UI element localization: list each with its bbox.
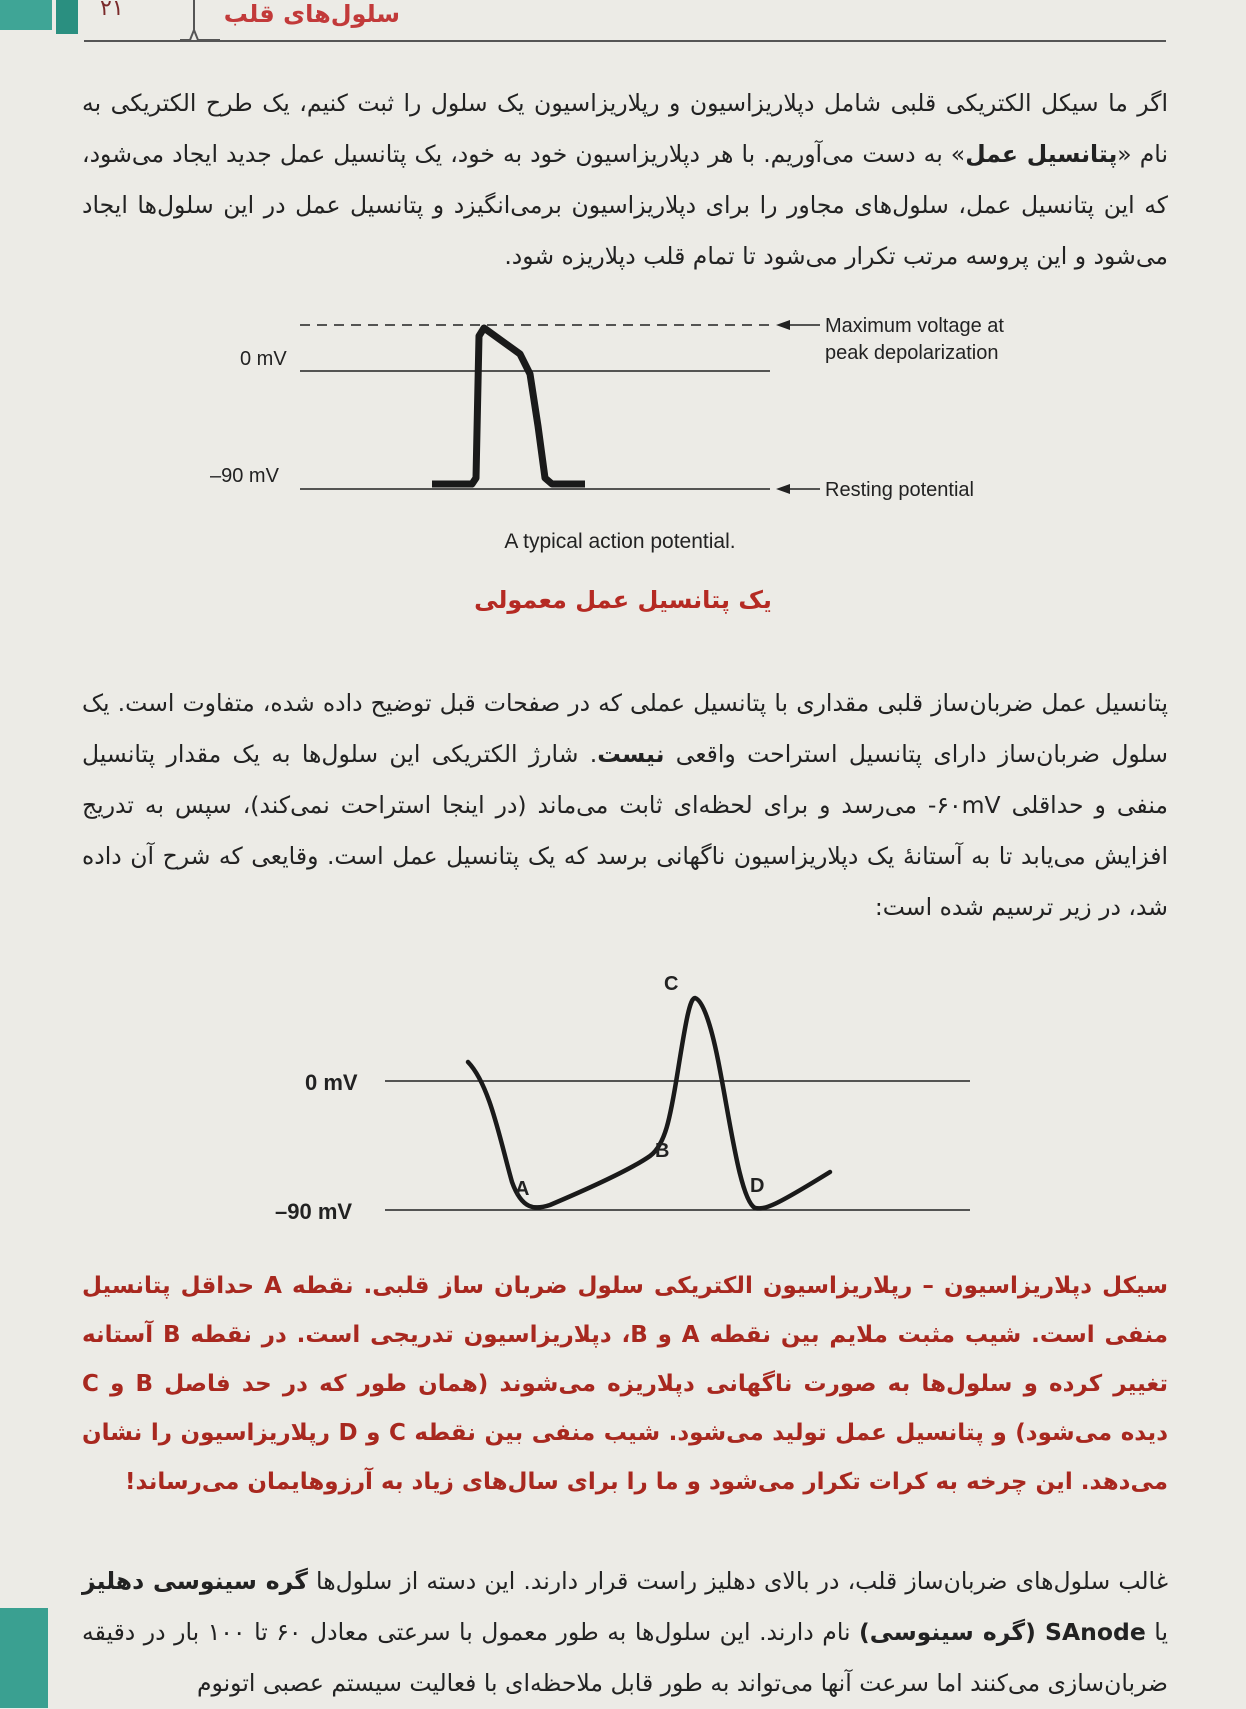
- label-minus90mv: –90 mV: [275, 1199, 353, 1224]
- bold-term: پتانسیل عمل: [965, 140, 1118, 168]
- paragraph-text: غالب سلول‌های ضربان‌ساز قلب، در بالای دهلیز راست قرار دارند. این دسته از سلول‌ها: [307, 1567, 1169, 1595]
- point-b-label: B: [655, 1140, 670, 1162]
- bold-term: گره سینوسی دهلیز: [82, 1567, 308, 1595]
- label-minus90mv: –90 mV: [210, 465, 279, 487]
- paragraph-text: یا: [1145, 1618, 1169, 1646]
- paragraph-intro: [82, 78, 1168, 282]
- point-a-label: A: [515, 1178, 530, 1200]
- label-0mv: 0 mV: [240, 348, 287, 370]
- pacemaker-caption: سیکل دپلاریزاسیون – رپلاریزاسیون الکتریکی سلول ضربان ساز قلبی. نقطه A حداقل پتانسیل منفی است. شیب مثبت ملایم بین نقطه A و B، دپلاریزاسیون تدریجی است. در نقطه B آستانه تغییر کرده و سلول‌ها به صورت ناگهانی دپلاریزه می‌شوند (همان طور که در حد فاصل B و C دیده می‌شود) و پتانسیل عمل تولید می‌شود. شیب منفی بین نقطه C و D رپلاریزاسیون را نشان می‌دهد. این چرخه به کرات تکرار می‌شود و ما را برای سال‌های زیاد به آرزوهایمان می‌رساند!: [82, 1273, 1168, 1495]
- label-0mv: 0 mV: [305, 1070, 358, 1095]
- figure-caption-fa: یک پتانسیل عمل معمولی: [474, 586, 772, 614]
- paragraph-text: اگر ما سیکل الکتریکی قلبی شامل دپلاریزاسیون و رپلاریزاسیون یک سلول را ثبت کنیم، یک طرح الکتریکی به نام «: [82, 89, 1168, 168]
- figure-caption-en: A typical action potential.: [504, 530, 736, 553]
- paragraph-text: پتانسیل عمل ضربان‌ساز قلبی مقداری با پتانسیل عملی که در صفحات قبل توضیح داده شده، متفاوت است. یک سلول ضربان‌ساز دارای پتانسیل استراحت واقعی: [82, 689, 1169, 768]
- header-divider: [84, 40, 1166, 42]
- page-edge-strip: [56, 0, 78, 34]
- action-potential-waveform: [432, 328, 585, 484]
- paragraph-sa-node: [82, 1556, 1168, 1709]
- action-potential-figure: [200, 306, 1060, 556]
- arrow-head-max: [776, 320, 790, 330]
- point-c-label: C: [664, 973, 679, 995]
- pacemaker-waveform: [468, 998, 830, 1208]
- annotation-max-line2: peak depolarization: [825, 342, 999, 364]
- paragraph-text: نام دارند. این سلول‌ها به طور معمول با سرعتی معادل ۶۰ تا ۱۰۰ بار در دقیقه ضربان‌سازی می‌کنند اما سرعت آنها می‌تواند به طور قابل ملاحظه‌ای با فعالیت سیستم عصبی اتونوم: [82, 1618, 1168, 1697]
- pacemaker-potential-figure: [250, 960, 990, 1230]
- bold-term: نیست: [597, 740, 665, 768]
- bold-term: SAnode (گره سینوسی): [859, 1618, 1146, 1646]
- chapter-title: سلول‌های قلب: [223, 0, 400, 28]
- annotation-max-line1: Maximum voltage at: [825, 315, 1004, 337]
- paragraph-text: » به دست می‌آوریم. با هر دپلاریزاسیون خود به خود، یک پتانسیل عمل جدید ایجاد می‌شود، که این پتانسیل عمل، سلول‌های مجاور را برای دپلاریزاسیون برمی‌انگیزد و پتانسیل عمل در این سلول‌ها ایجاد می‌شود و این پروسه مرتب تکرار می‌شود تا تمام قلب دپلاریزه شود.: [82, 140, 1168, 270]
- page-edge-tab: [0, 0, 52, 30]
- paragraph-text: . شارژ الکتریکی این سلول‌ها به یک مقدار پتانسیل منفی و حداقلی ۶۰mV- می‌رسد و برای لحظه‌ای ثابت می‌ماند (در اینجا استراحت نمی‌کند)، سپس به تدریج افزایش می‌یابد تا به آستانهٔ یک دپلاریزاسیون ناگهانی برسد که یک پتانسیل عمل است. وقایعی که شرح آن داده شد، در زیر ترسیم شده است:: [82, 740, 1169, 921]
- page-number: ۲۱: [100, 0, 124, 21]
- page-edge-tab-bottom: [0, 1608, 48, 1708]
- point-d-label: D: [750, 1175, 765, 1197]
- paragraph-pacemaker: [82, 678, 1168, 933]
- ecg-header-icon: [180, 0, 220, 42]
- annotation-resting: Resting potential: [825, 479, 974, 501]
- arrow-head-rest: [776, 484, 790, 494]
